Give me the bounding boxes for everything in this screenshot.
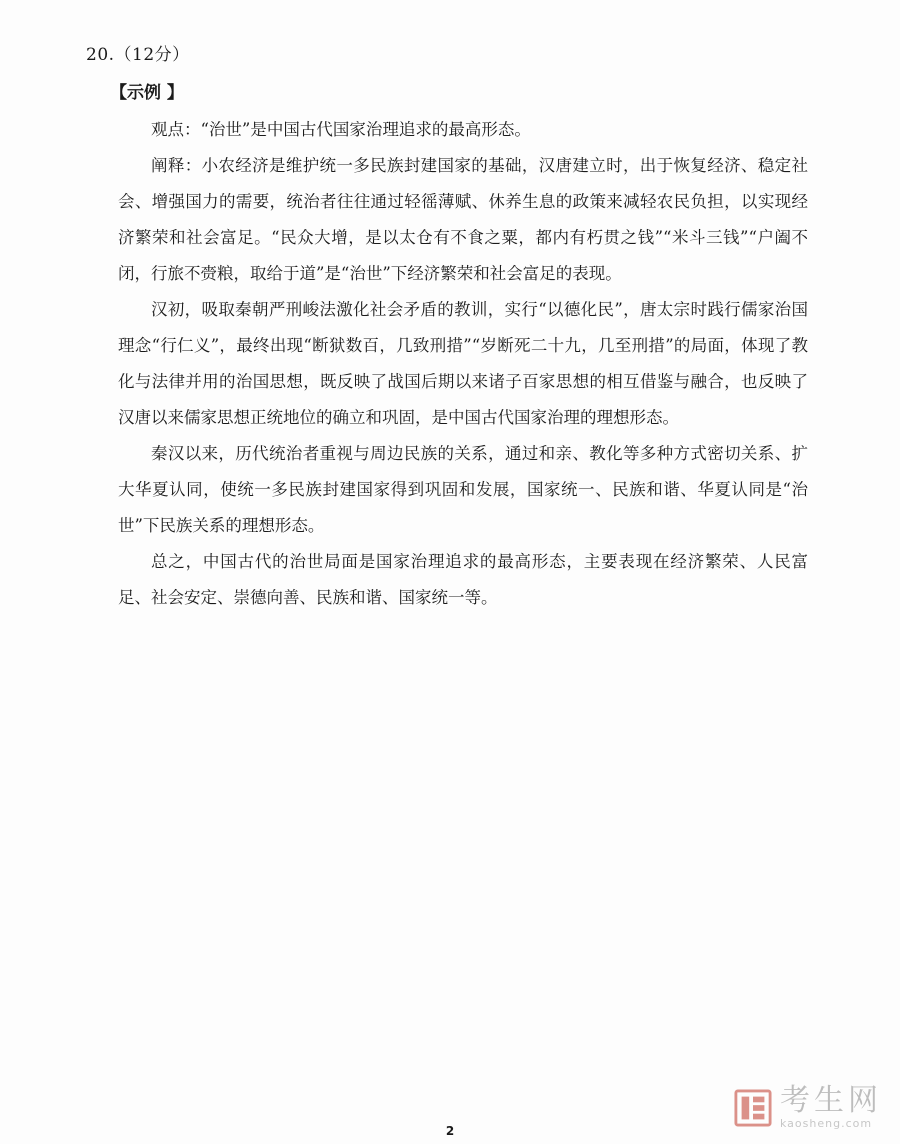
question-header: 20.（12分） (86, 45, 190, 65)
example-tag: 【示例 】 (110, 83, 184, 103)
explanation-paragraph-governance: 汉初，吸取秦朝严刑峻法激化社会矛盾的教训，实行“以德化民”，唐太宗时践行儒家治国理念“行仁义”，最终出现“断狱数百，几致刑措”“岁断死二十九，几至刑措”的局面，体现了教化与法律并用的治国思想，既反映了战国后期以来诸子百家思想的相互借鉴与融合，也反映了汉唐以来儒家思想正统地位的确立和巩固，是中国古代国家治理的理想形态。 (118, 300, 808, 427)
explanation-paragraph-economy: 阐释：小农经济是维护统一多民族封建国家的基础，汉唐建立时，出于恢复经济、稳定社会、增强国力的需要，统治者往往通过轻徭薄赋、休养生息的政策来减轻农民负担，以实现经济繁荣和社会富足。“民众大增，是以太仓有不食之粟，都内有朽贯之钱”“米斗三钱”“户阖不闭，行旅不赍粮，取给于道”是“治世”下经济繁荣和社会富足的表现。 (118, 156, 808, 283)
answer-body (118, 112, 808, 616)
watermark-en-text: kaosheng.com (780, 1117, 873, 1130)
viewpoint-paragraph: 观点：“治世”是中国古代国家治理追求的最高形态。 (151, 120, 531, 139)
watermark (734, 1083, 882, 1130)
explanation-paragraph-ethnic: 秦汉以来，历代统治者重视与周边民族的关系，通过和亲、教化等多种方式密切关系、扩大华夏认同，使统一多民族封建国家得到巩固和发展，国家统一、民族和谐、华夏认同是“治世”下民族关系的理想形态。 (118, 444, 808, 535)
watermark-cn-text: 考生网 (780, 1083, 882, 1118)
conclusion-paragraph: 总之，中国古代的治世局面是国家治理追求的最高形态，主要表现在经济繁荣、人民富足、社会安定、崇德向善、民族和谐、国家统一等。 (118, 552, 808, 607)
page-number: 2 (445, 1124, 455, 1138)
kaosheng-logo-icon (734, 1089, 772, 1127)
